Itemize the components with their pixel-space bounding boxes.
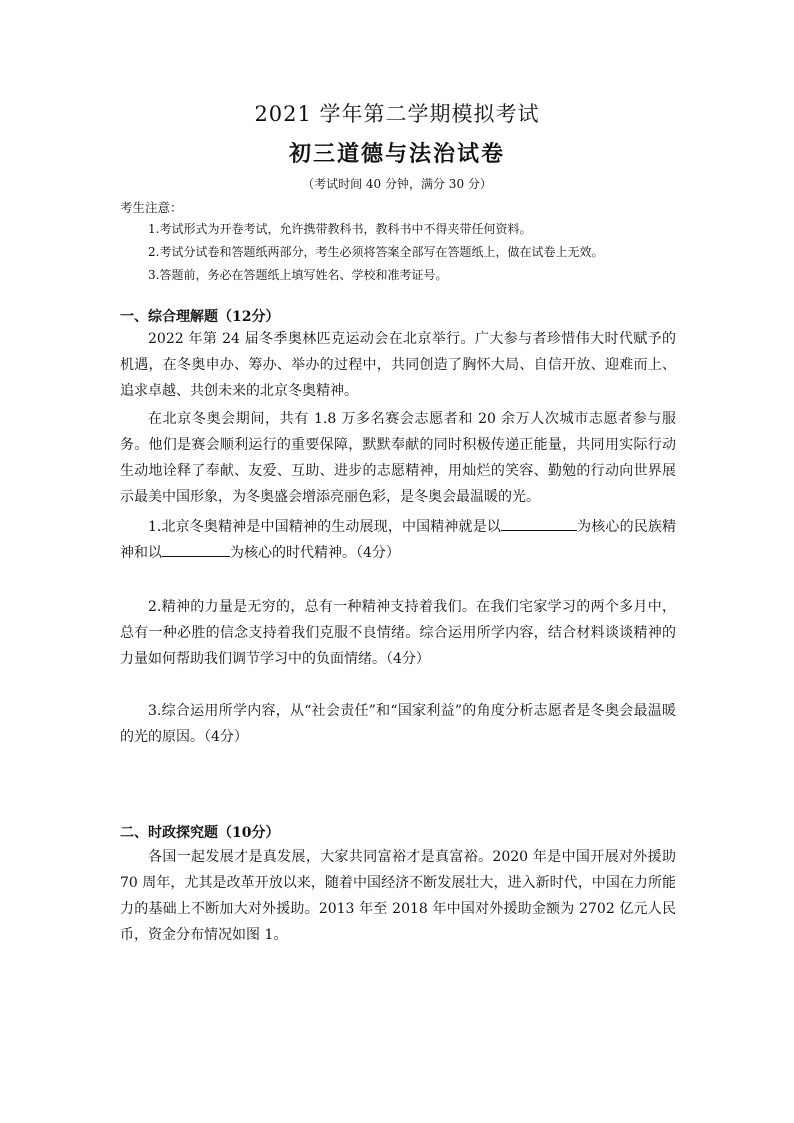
question-1-text-c: 为核心的时代精神。（4分）	[230, 545, 400, 561]
question-2: 2.精神的力量是无穷的，总有一种精神支持着我们。在我们宅家学习的两个多月中，总有一种必胜的信念支持着我们克服不良情绪。综合运用所学内容，结合材料谈谈精神的力量如何帮助我们调节学习中的负面情绪。（4分）	[120, 599, 676, 667]
section-1-paragraph-2: 在北京冬奥会期间，共有 1.8 万多名赛会志愿者和 20 余万人次城市志愿者参与服务。他们是赛会顺利运行的重要保障，默默奉献的同时积极传递正能量，共同用实际行动生动地诠释了奉献、友爱、互助、进步的志愿精神，用灿烂的笑容、勤勉的行动向世界展示最美中国形象，为冬奥盛会增添亮丽色彩，是冬奥会最温暖的光。	[120, 411, 676, 505]
question-3: 3.综合运用所学内容，从“社会责任”和“国家利益”的角度分析志愿者是冬奥会最温暖的光的原因。（4分）	[120, 703, 676, 745]
section-1-paragraph-1: 2022 年第 24 届冬季奥林匹克运动会在北京举行。广大参与者珍惜伟大时代赋予的机遇，在冬奥申办、筹办、举办的过程中，共同创造了胸怀大局、自信开放、迎难而上、追求卓越、共创未来的北京冬奥精神。	[120, 331, 676, 399]
notice-item-1: 1.考试形式为开卷考试，允许携带教科书，教科书中不得夹带任何资料。	[148, 222, 532, 236]
question-1	[120, 514, 676, 566]
exam-duration-score: （考试时间 40 分钟，满分 30 分）	[302, 177, 492, 191]
notice-title: 考生注意：	[120, 200, 183, 215]
question-1-text-a: 1.北京冬奥精神是中国精神的生动展现，中国精神就是以	[148, 519, 501, 535]
exam-subtitle: 初三道德与法治试卷	[288, 141, 505, 167]
notice-item-3: 3.答题前，务必在答题纸上填写姓名、学校和准考证号。	[148, 268, 448, 282]
notice-item-2: 2.考试分试卷和答题纸两部分，考生必须将答案全部写在答题纸上，做在试卷上无效。	[148, 245, 604, 259]
question-1-text-b: 为核心的民族精神和以	[120, 519, 676, 561]
exam-title: 2021 学年第二学期模拟考试	[254, 102, 540, 126]
answer-blank-1[interactable]	[501, 516, 577, 531]
section-1-heading: 一、综合理解题（12分）	[120, 309, 280, 325]
answer-blank-2[interactable]	[162, 542, 230, 557]
section-2-heading: 二、时政探究题（10分）	[120, 825, 280, 841]
section-2-paragraph-1: 各国一起发展才是真发展，大家共同富裕才是真富裕。2020 年是中国开展对外援助 70 周年，尤其是改革开放以来，随着中国经济不断发展壮大，进入新时代，中国在力所能力的基础上不断加大对外援助。2013 年至 2018 年中国对外援助金额为 2702 亿元人民币，资金分布情况如图 1。	[120, 849, 676, 943]
